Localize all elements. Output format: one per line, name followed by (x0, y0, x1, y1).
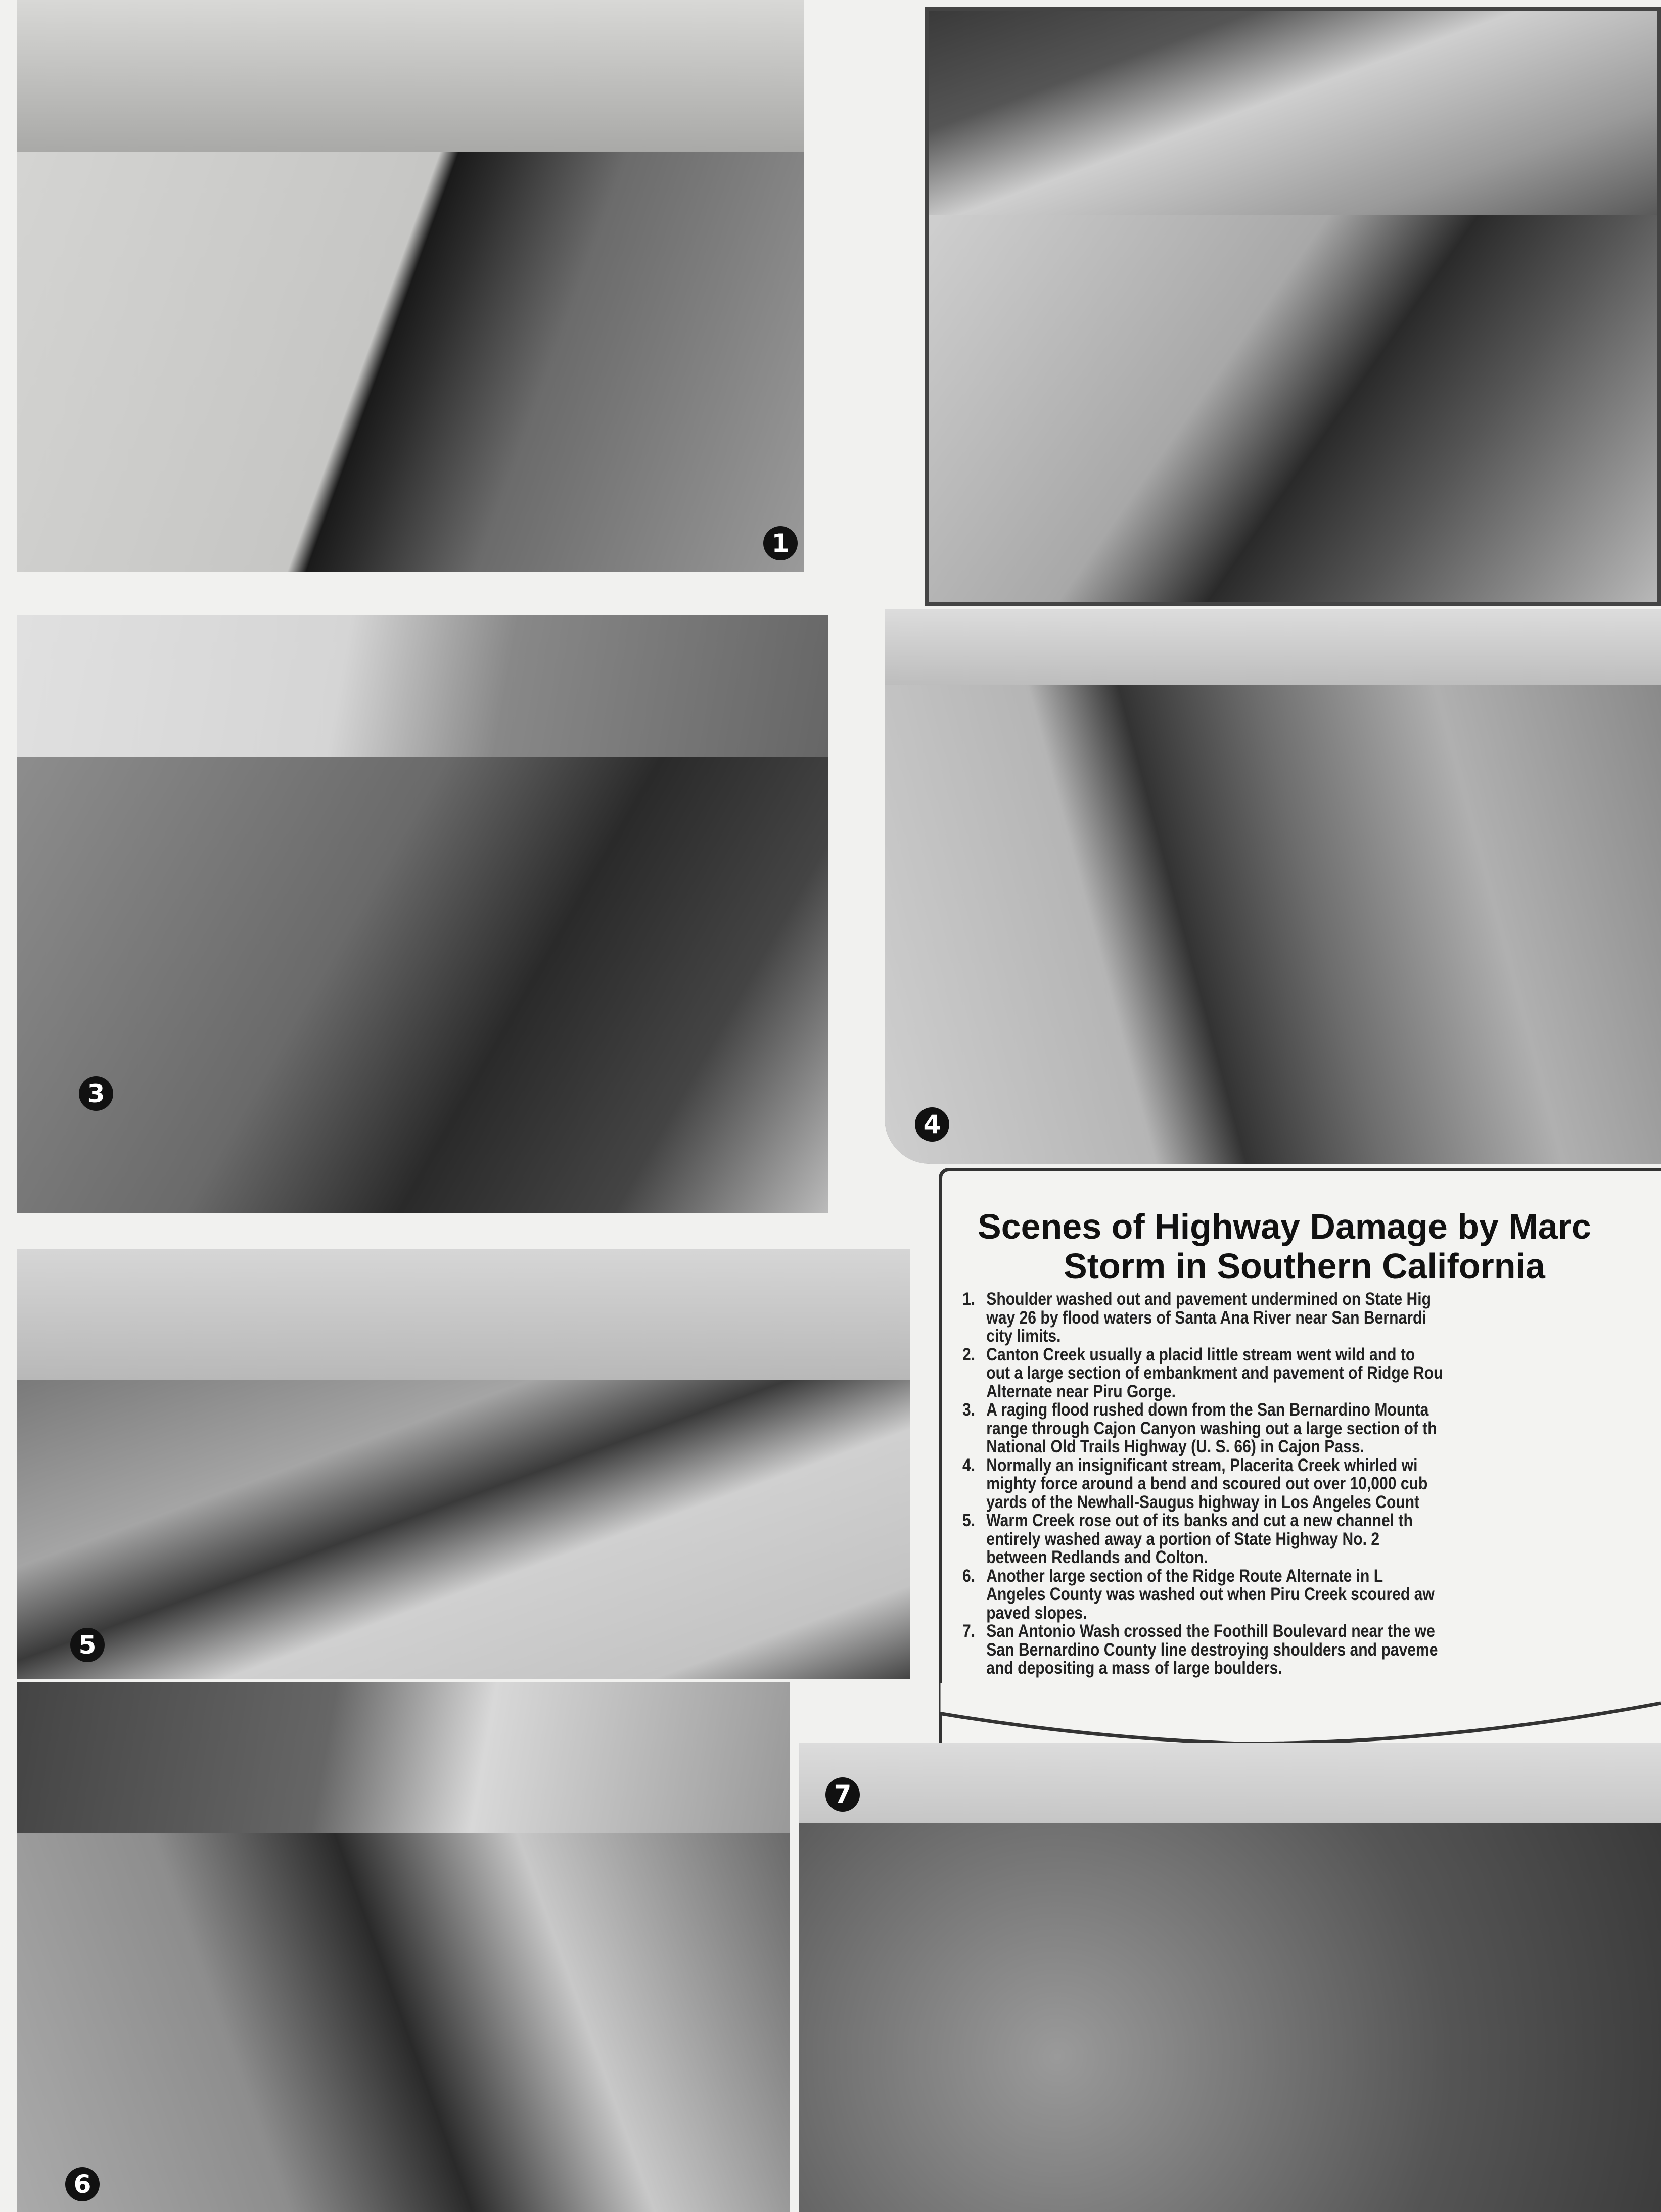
photo-number-badge: 6 (65, 2167, 100, 2201)
caption-box (939, 1168, 1661, 1753)
caption-item-number: 5. (962, 1511, 976, 1530)
photo-number-badge: 3 (79, 1076, 113, 1111)
caption-item-line: out a large section of embankment and pavement of Ridge Rou (986, 1363, 1443, 1383)
photo-4-placerita-creek-highway (885, 609, 1661, 1164)
caption-item-line: Alternate near Piru Gorge. (986, 1381, 1176, 1401)
caption-item-5 (962, 1512, 1443, 1567)
caption-item-line: yards of the Newhall-Saugus highway in Los Angeles Count (986, 1492, 1420, 1512)
caption-item-line: A raging flood rushed down from the San Bernardino Mounta (986, 1400, 1429, 1420)
caption-item-line: Canton Creek usually a placid little stream went wild and to (986, 1344, 1415, 1364)
caption-list (962, 1290, 1443, 1678)
caption-item-number: 2. (962, 1344, 976, 1364)
caption-item-line: Warm Creek rose out of its banks and cut a new channel th (986, 1511, 1413, 1530)
photo-number-badge: 4 (915, 1107, 949, 1142)
caption-item-2 (962, 1346, 1443, 1401)
caption-item-7 (962, 1622, 1443, 1678)
caption-item-line: San Antonio Wash crossed the Foothill Boulevard near the we (986, 1621, 1435, 1641)
caption-item-line: and depositing a mass of large boulders. (986, 1658, 1282, 1678)
caption-item-1 (962, 1290, 1443, 1346)
caption-item-line: entirely washed away a portion of State Highway No. 2 (986, 1529, 1380, 1549)
caption-item-line: San Bernardino County line destroying shoulders and paveme (986, 1639, 1438, 1660)
caption-item-line: Another large section of the Ridge Route Alternate in L (986, 1566, 1383, 1586)
photo-number-badge: 1 (763, 526, 798, 560)
photo-2-ridge-route-embankment (925, 7, 1661, 606)
caption-item-number: 4. (962, 1455, 976, 1475)
caption-item-line: Angeles County was washed out when Piru Creek scoured aw (986, 1584, 1435, 1604)
caption-title-line: Scenes of Highway Damage by Marc (978, 1207, 1591, 1246)
photo-3-cajon-pass-washout (17, 615, 828, 1213)
photo-number-badge: 5 (70, 1628, 105, 1662)
caption-item-number: 6. (962, 1566, 976, 1586)
caption-item-line: mighty force around a bend and scoured out over 10,000 cub (986, 1474, 1428, 1493)
caption-item-line: way 26 by flood waters of Santa Ana River near San Bernardi (986, 1307, 1426, 1328)
caption-item-number: 7. (962, 1621, 976, 1641)
caption-item-line: city limits. (986, 1326, 1061, 1346)
caption-title-line: Storm in Southern California (1064, 1246, 1545, 1286)
caption-item-line: range through Cajon Canyon washing out a large section of th (986, 1418, 1437, 1438)
photo-1-flooded-highway-shoulder (17, 0, 804, 572)
caption-item-line: Normally an insignificant stream, Placerita Creek whirled wi (986, 1455, 1418, 1475)
caption-item-6 (962, 1567, 1443, 1623)
photo-7-san-antonio-wash-boulders (799, 1743, 1661, 2212)
photo-6-piru-creek-ridge-route (17, 1682, 790, 2212)
caption-item-line: Shoulder washed out and pavement undermined on State Hig (986, 1289, 1431, 1309)
caption-item-line: between Redlands and Colton. (986, 1547, 1208, 1567)
caption-item-4 (962, 1456, 1443, 1512)
caption-title (978, 1207, 1661, 1286)
caption-item-line: National Old Trails Highway (U. S. 66) in Cajon Pass. (986, 1437, 1364, 1456)
photo-number-badge: 7 (825, 1777, 860, 1812)
caption-item-number: 3. (962, 1400, 976, 1420)
caption-item-3 (962, 1401, 1443, 1456)
caption-item-line: paved slopes. (986, 1603, 1087, 1623)
photo-5-warm-creek-washout (17, 1249, 910, 1679)
caption-item-number: 1. (962, 1289, 976, 1309)
